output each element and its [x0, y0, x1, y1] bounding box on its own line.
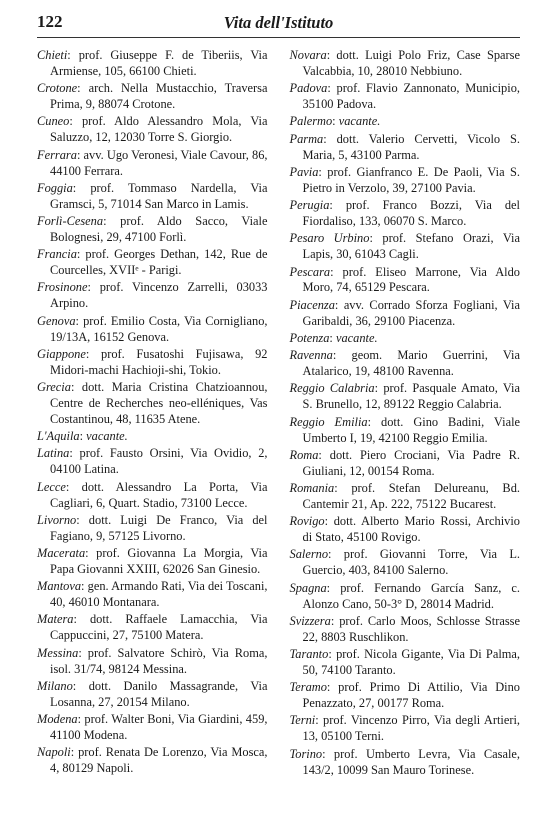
entry-text: prof. Primo Di Attilio, Via Dino Penazzato, 27, 00177 Roma. — [302, 680, 520, 711]
directory-entry: Pavia: prof. Gianfranco E. De Paoli, Via S. Pietro in Verzolo, 39, 27100 Pavia. — [289, 164, 520, 195]
entry-place: Teramo — [289, 680, 327, 695]
entry-text: prof. Giovanni Torre, Via L. Guercio, 403, 84100 Salerno. — [302, 547, 520, 578]
directory-entry: Roma: dott. Piero Crociani, Via Padre R. Giuliani, 12, 00154 Roma. — [289, 447, 520, 478]
entry-text: prof. Aldo Alessandro Mola, Via Saluzzo, 12, 12030 Torre S. Giorgio. — [50, 114, 268, 145]
directory-entry: Palermo: vacante. — [289, 114, 381, 129]
directory-entry: L'Aquila: vacante. — [37, 429, 128, 444]
entry-place: Piacenza — [289, 297, 335, 312]
entry-text: avv. Corrado Sforza Fogliani, Via Garibaldi, 36, 29100 Piacenza. — [302, 297, 520, 328]
entry-vacant: vacante. — [335, 330, 378, 345]
entry-place: Novara — [289, 48, 327, 62]
entry-text: prof. Stefan Delureanu, Bd. Cantemir 21, Ap. 222, 75122 Bucarest. — [302, 481, 520, 511]
entry-text: prof. Eliseo Marrone, Via Aldo Moro, 74, 65129 Pescara. — [302, 264, 520, 295]
entry-text: dott. Luigi De Franco, Via del Fagiano, 9, 57125 Livorno. — [50, 512, 268, 543]
directory-entry: Reggio Calabria: prof. Pasquale Amato, Via S. Brunello, 12, 89122 Reggio Calabria. — [289, 381, 520, 412]
entry-place: Pesaro Urbino — [289, 231, 370, 246]
directory-entry: Crotone: arch. Nella Mustacchio, Traversa Prima, 9, 88074 Crotone. — [37, 81, 268, 112]
entry-text: prof. Georges Dethan, 142, Rue de Courcelles, XVIIᵉ - Parigi. — [50, 247, 268, 278]
entry-text: prof. Giovanna La Morgia, Via Papa Giovanni XXIII, 62026 San Ginesio. — [50, 546, 268, 576]
directory-entry: Parma: dott. Valerio Cervetti, Vicolo S. Maria, 5, 43100 Parma. — [289, 131, 520, 162]
entry-place: L'Aquila — [37, 429, 80, 444]
directory-entry: Reggio Emilia: dott. Gino Badini, Viale Umberto I, 19, 42100 Reggio Emilia. — [289, 414, 521, 445]
entry-text: gen. Armando Rati, Via dei Toscani, 40, 46010 Montanara. — [50, 579, 268, 610]
entry-place: Matera — [37, 612, 74, 627]
directory-entry: Teramo: prof. Primo Di Attilio, Via Dino Penazzato, 27, 00177 Roma. — [289, 680, 520, 711]
entry-place: Giappone — [37, 346, 86, 361]
entry-text: avv. Ugo Veronesi, Viale Cavour, 86, 44100 Ferrara. — [50, 147, 268, 178]
entry-text: dott. Luigi Polo Friz, Case Sparse Valcabbia, 10, 28010 Nebbiuno. — [302, 48, 520, 78]
entry-text: prof. Aldo Sacco, Viale Bolognesi, 29, 47100 Forlì. — [50, 214, 268, 244]
directory-entry: Perugia: prof. Franco Bozzi, Via del Fiordaliso, 133, 06070 S. Marco. — [289, 198, 520, 229]
entry-place: Milano — [37, 678, 73, 693]
entry-place: Forlì-Cesena — [37, 214, 104, 229]
entry-text: dott. Maria Cristina Chatzioannou, Centre de Recherches neo-elléniques, Vas Costantinou, 48, 11635 Atene. — [50, 380, 268, 426]
directory-entry: Pesaro Urbino: prof. Stefano Orazi, Via Lapis, 30, 61043 Cagli. — [289, 231, 520, 262]
entry-place: Genova — [37, 313, 76, 328]
entry-place: Terni — [289, 713, 316, 728]
entry-place: Spagna — [289, 580, 327, 595]
entry-text: prof. Fausto Orsini, Via Ovidio, 2, 04100 Latina. — [50, 446, 268, 477]
entry-place: Ferrara — [37, 147, 77, 162]
entry-text: dott. Gino Badini, Viale Umberto I, 19, 42100 Reggio Emilia. — [302, 414, 521, 445]
entry-text: prof. Gianfranco E. De Paoli, Via S. Pietro in Verzolo, 39, 27100 Pavia. — [302, 164, 520, 195]
directory-entry: Chieti: prof. Giuseppe F. de Tiberiis, Via Armiense, 105, 66100 Chieti. — [37, 48, 268, 78]
entry-place: Cuneo — [37, 114, 70, 129]
right-column — [290, 48, 521, 813]
entry-text: prof. Stefano Orazi, Via Lapis, 30, 61043 Cagli. — [302, 231, 520, 262]
entry-text: arch. Nella Mustacchio, Traversa Prima, 9, 88074 Crotone. — [50, 81, 268, 112]
directory-entry: Messina: prof. Salvatore Schirò, Via Roma, isol. 31/74, 98124 Messina. — [37, 645, 268, 676]
directory-entry: Macerata: prof. Giovanna La Morgia, Via Papa Giovanni XXIII, 62026 San Ginesio. — [37, 546, 268, 576]
entry-place: Parma — [289, 131, 324, 146]
entry-text: dott. Danilo Massagrande, Via Losanna, 27, 20154 Milano. — [50, 678, 268, 709]
entry-text: prof. Franco Bozzi, Via del Fiordaliso, 133, 06070 S. Marco. — [302, 198, 520, 229]
directory-entry: Milano: dott. Danilo Massagrande, Via Losanna, 27, 20154 Milano. — [37, 678, 268, 709]
entry-vacant: vacante. — [86, 429, 128, 444]
entry-text: dott. Raffaele Lamacchia, Via Cappuccini, 27, 75100 Matera. — [50, 612, 268, 643]
entry-place: Foggia — [37, 180, 73, 195]
entry-place: Palermo — [289, 114, 333, 129]
directory-entry: Terni: prof. Vincenzo Pirro, Via degli Artieri, 13, 05100 Terni. — [289, 713, 520, 744]
directory-entry: Grecia: dott. Maria Cristina Chatzioannou, Centre de Recherches neo-elléniques, Vas Costantinou, 48, 11635 Atene. — [37, 380, 268, 426]
directory-entry: Padova: prof. Flavio Zannonato, Municipio, 35100 Padova. — [289, 81, 520, 112]
entry-text: prof. Salvatore Schirò, Via Roma, isol. 31/74, 98124 Messina. — [50, 645, 268, 676]
entry-place: Perugia — [289, 198, 330, 213]
directory-entry: Potenza: vacante. — [289, 330, 378, 345]
entry-place: Rovigo — [289, 514, 325, 529]
entry-text: prof. Pasquale Amato, Via S. Brunello, 12, 89122 Reggio Calabria. — [302, 381, 520, 412]
entry-text: dott. Alberto Mario Rossi, Archivio di Stato, 45100 Rovigo. — [302, 514, 521, 545]
entry-place: Torino — [289, 746, 323, 761]
directory-entry: Torino: prof. Umberto Levra, Via Casale, 143/2, 10099 San Mauro Torinese. — [289, 746, 520, 777]
entry-text: prof. Fernando García Sanz, c. Alonzo Cano, 50-3° D, 28014 Madrid. — [302, 580, 520, 611]
directory-entry: Genova: prof. Emilio Costa, Via Cornigliano, 19/13A, 16152 Genova. — [37, 313, 268, 344]
directory-entry: Foggia: prof. Tommaso Nardella, Via Gramsci, 5, 71014 San Marco in Lamis. — [37, 180, 268, 211]
directory-entry: Pescara: prof. Eliseo Marrone, Via Aldo Moro, 74, 65129 Pescara. — [289, 264, 520, 295]
directory-entry: Mantova: gen. Armando Rati, Via dei Toscani, 40, 46010 Montanara. — [37, 579, 268, 610]
entry-text: prof. Emilio Costa, Via Cornigliano, 19/13A, 16152 Genova. — [50, 313, 268, 344]
directory-entry: Rovigo: dott. Alberto Mario Rossi, Archivio di Stato, 45100 Rovigo. — [289, 514, 521, 545]
entry-text: prof. Vincenzo Zarrelli, 03033 Arpino. — [50, 280, 268, 311]
entry-place: Pavia — [289, 164, 319, 179]
entry-text: dott. Piero Crociani, Via Padre R. Giuliani, 12, 00154 Roma. — [302, 447, 520, 478]
entry-text: prof. Renata De Lorenzo, Via Mosca, 4, 80129 Napoli. — [50, 745, 268, 776]
entry-place: Padova — [289, 81, 328, 96]
entry-place: Messina — [37, 645, 79, 660]
directory-entry: Cuneo: prof. Aldo Alessandro Mola, Via Saluzzo, 12, 12030 Torre S. Giorgio. — [37, 114, 268, 145]
directory-entry: Livorno: dott. Luigi De Franco, Via del Fagiano, 9, 57125 Livorno. — [37, 512, 268, 543]
entry-place: Modena — [37, 712, 78, 727]
running-title: Vita dell'Istituto — [223, 13, 334, 32]
directory-entry: Ravenna: geom. Mario Guerrini, Via Atalarico, 19, 48100 Ravenna. — [289, 348, 520, 379]
entry-text: prof. Fusatoshi Fujisawa, 92 Midori-machi Hachioji-shi, Tokio. — [50, 346, 268, 377]
entry-place: Napoli — [37, 745, 71, 760]
directory-entry: Giappone: prof. Fusatoshi Fujisawa, 92 Midori-machi Hachioji-shi, Tokio. — [37, 346, 268, 377]
directory-entry: Piacenza: avv. Corrado Sforza Fogliani, Via Garibaldi, 36, 29100 Piacenza. — [289, 297, 520, 328]
entry-place: Lecce — [37, 479, 66, 494]
entry-text: prof. Flavio Zannonato, Municipio, 35100 Padova. — [302, 81, 520, 112]
entry-place: Crotone — [37, 81, 78, 96]
entry-place: Svizzera — [289, 613, 331, 628]
left-column — [37, 48, 268, 813]
directory-entry: Novara: dott. Luigi Polo Friz, Case Sparse Valcabbia, 10, 28010 Nebbiuno. — [289, 48, 520, 78]
directory-entry: Spagna: prof. Fernando García Sanz, c. Alonzo Cano, 50-3° D, 28014 Madrid. — [289, 580, 520, 611]
directory-entry: Romania: prof. Stefan Delureanu, Bd. Cantemir 21, Ap. 222, 75122 Bucarest. — [289, 481, 520, 511]
entry-place: Potenza — [289, 330, 330, 345]
entry-place: Francia — [37, 247, 77, 262]
entry-place: Macerata — [37, 546, 86, 561]
entry-text: prof. Vincenzo Pirro, Via degli Artieri, 13, 05100 Terni. — [302, 713, 520, 744]
directory-entry: Francia: prof. Georges Dethan, 142, Rue de Courcelles, XVIIᵉ - Parigi. — [37, 247, 268, 278]
directory-entry: Lecce: dott. Alessandro La Porta, Via Cagliari, 6, Quart. Stadio, 73100 Lecce. — [37, 479, 268, 510]
entry-place: Livorno — [37, 512, 77, 527]
directory-entry: Modena: prof. Walter Boni, Via Giardini, 459, 41100 Modena. — [37, 712, 268, 742]
directory-entry: Forlì-Cesena: prof. Aldo Sacco, Viale Bolognesi, 29, 47100 Forlì. — [37, 214, 268, 244]
entry-place: Pescara — [289, 264, 331, 279]
entry-place: Frosinone — [37, 280, 88, 295]
entry-vacant: vacante. — [338, 114, 381, 129]
page-header — [37, 11, 520, 38]
entry-place: Reggio Calabria — [289, 381, 375, 396]
directory-entry: Svizzera: prof. Carlo Moos, Schlosse Strasse 22, 8803 Ruschlikon. — [289, 613, 520, 644]
entry-place: Chieti — [37, 48, 68, 62]
entry-place: Ravenna — [289, 348, 333, 363]
entry-place: Taranto — [289, 647, 329, 662]
directory-entry: Napoli: prof. Renata De Lorenzo, Via Mosca, 4, 80129 Napoli. — [37, 745, 268, 776]
page-number: 122 — [37, 12, 63, 31]
directory-entry: Matera: dott. Raffaele Lamacchia, Via Cappuccini, 27, 75100 Matera. — [37, 612, 268, 643]
entry-place: Grecia — [37, 380, 71, 395]
entry-place: Mantova — [37, 579, 82, 594]
entry-columns — [37, 48, 520, 813]
entry-text: prof. Umberto Levra, Via Casale, 143/2, 10099 San Mauro Torinese. — [302, 746, 520, 777]
entry-text: prof. Nicola Gigante, Via Di Palma, 50, 74100 Taranto. — [302, 647, 520, 677]
directory-entry: Taranto: prof. Nicola Gigante, Via Di Palma, 50, 74100 Taranto. — [289, 647, 520, 677]
directory-entry: Frosinone: prof. Vincenzo Zarrelli, 03033 Arpino. — [37, 280, 268, 311]
entry-text: prof. Carlo Moos, Schlosse Strasse 22, 8803 Ruschlikon. — [302, 613, 520, 644]
entry-place: Romania — [289, 481, 335, 496]
entry-text: prof. Walter Boni, Via Giardini, 459, 41100 Modena. — [50, 712, 268, 742]
entry-text: dott. Valerio Cervetti, Vicolo S. Maria, 5, 43100 Parma. — [302, 131, 520, 162]
entry-place: Roma — [289, 447, 319, 462]
directory-entry: Ferrara: avv. Ugo Veronesi, Viale Cavour, 86, 44100 Ferrara. — [37, 147, 268, 178]
entry-place: Reggio Emilia — [289, 414, 368, 429]
entry-text: geom. Mario Guerrini, Via Atalarico, 19, 48100 Ravenna. — [302, 348, 520, 379]
entry-place: Salerno — [289, 547, 329, 562]
entry-text: dott. Alessandro La Porta, Via Cagliari, 6, Quart. Stadio, 73100 Lecce. — [50, 479, 268, 510]
directory-entry: Latina: prof. Fausto Orsini, Via Ovidio, 2, 04100 Latina. — [37, 446, 268, 477]
entry-text: prof. Tommaso Nardella, Via Gramsci, 5, 71014 San Marco in Lamis. — [50, 180, 268, 211]
directory-entry: Salerno: prof. Giovanni Torre, Via L. Guercio, 403, 84100 Salerno. — [289, 547, 520, 578]
entry-place: Latina — [37, 446, 70, 461]
entry-text: prof. Giuseppe F. de Tiberiis, Via Armiense, 105, 66100 Chieti. — [50, 48, 268, 78]
